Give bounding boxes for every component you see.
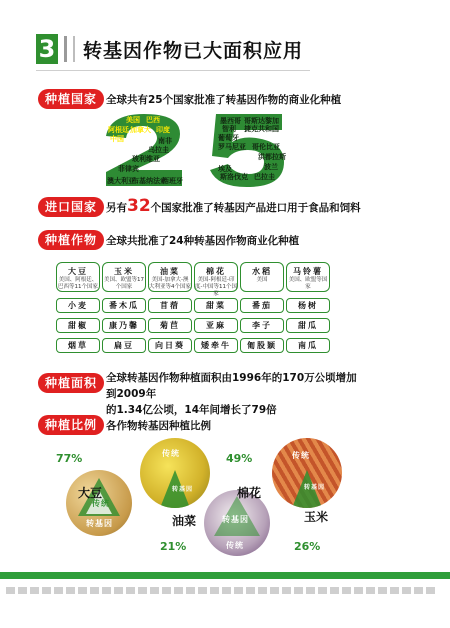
footer-dotted-bar [0,587,450,594]
crops-text: 全球共批准了24种转基因作物商业化种植 [106,235,300,247]
crop-desc: 美国、欧盟等国家 [288,277,328,290]
label-countries: 种植国家 [38,89,104,109]
footer-dot [354,587,363,594]
country-label: 埃及 [218,165,232,173]
crop-name: 油菜 [160,267,180,276]
rapeseed-label: 油菜 [172,514,197,528]
country-label: 西班牙 [162,177,183,185]
crop-name: 烟草 [68,341,88,350]
footer-dot [66,587,75,594]
footer-dot [282,587,291,594]
footer-dot [402,587,411,594]
country-label: 阿根廷 [108,126,129,134]
corn-trad-tag: 传统 [292,451,310,460]
crop-cell [194,318,238,333]
footer-green-bar [0,572,450,579]
country-label: 斯洛伐克 [220,173,248,181]
footer-dot [42,587,51,594]
ratio-text: 各作物转基因种植比例 [106,420,211,432]
footer-dot [6,587,15,594]
crop-cell [148,318,192,333]
corn-gm-tag: 转基因 [304,484,326,491]
rapeseed-pct: 21% [160,540,187,553]
country-label: 玻利维亚 [132,155,160,163]
corn-pct: 26% [294,540,321,553]
crop-cell [286,298,330,313]
country-label: 加拿大 [130,126,151,134]
crop-cell [286,338,330,353]
footer-dot [294,587,303,594]
footer-dot [102,587,111,594]
crop-name: 大豆 [68,267,88,276]
country-label: 布基纳法索 [132,177,167,185]
crop-name: 小麦 [68,301,88,310]
crop-desc: 美国-阿根廷-印度-中国等11个国家 [195,277,237,297]
footer-dot [78,587,87,594]
crop-cell [102,318,146,333]
import-text-before: 另有 [106,202,127,214]
country-label: 乌拉圭 [148,146,169,154]
country-label: 智利 [222,125,236,133]
footer-dot [162,587,171,594]
area-text [106,370,366,418]
soybean-trad-tag: 传统 [92,499,110,508]
footer-dot [138,587,147,594]
crop-cell [240,318,284,333]
header-divider [73,36,75,62]
footer-dot [318,587,327,594]
rapeseed-gm-tag: 转基因 [172,486,194,493]
footer-dot [126,587,135,594]
country-label: 中国 [110,135,124,143]
footer-dot [174,587,183,594]
footer-dot [246,587,255,594]
crop-name: 康乃馨 [109,321,139,330]
crop-desc: 美国、阿根廷、巴西等11个国家 [58,277,98,290]
header-divider [64,36,67,62]
crop-desc: 美国 [256,277,268,283]
corn-triangle [272,438,342,508]
page-header [36,34,303,64]
footer-dot [414,587,423,594]
footer-dot [186,587,195,594]
crop-cell [148,298,192,313]
footer-dot [90,587,99,594]
country-label: 巴西 [146,116,160,124]
footer-dot [342,587,351,594]
crop-name: 马铃薯 [293,267,323,276]
country-label: 南非 [158,137,172,145]
crop-name: 南瓜 [298,341,318,350]
crop-name: 扁豆 [114,341,134,350]
crop-name: 向日葵 [155,341,185,350]
big-25-graphic [104,112,336,188]
header-underline [36,70,310,71]
country-label: 墨西哥 [220,117,241,125]
crop-cell [240,338,284,353]
country-label: 巴拉圭 [254,173,275,181]
area-text-line: 的1.34亿公顷，14年间增长了79倍 [106,404,277,416]
footer-dot [306,587,315,594]
label-ratio: 种植比例 [38,415,104,435]
crop-cell [102,338,146,353]
soybean-gm-tag: 转基因 [86,519,113,528]
crop-name: 番木瓜 [109,301,139,310]
crop-cell [194,338,238,353]
footer-dot [30,587,39,594]
crop-name: 甜椒 [68,321,88,330]
footer-dot [366,587,375,594]
crop-card [194,262,238,297]
import-count: 32 [127,196,151,216]
crop-name: 菊苣 [160,321,180,330]
crop-name: 匍股颖 [247,341,277,350]
country-label: 美国 [126,116,140,124]
rapeseed-photo [140,438,210,508]
footer-dot [390,587,399,594]
cotton-pct: 49% [226,452,253,465]
crop-name: 亚麻 [206,321,226,330]
country-label: 洪都拉斯 [258,153,286,161]
crop-desc: 美国-加拿大-澳大利亚等4个国家 [149,277,191,290]
crop-name: 矮牵牛 [201,341,231,350]
crop-card [102,262,146,292]
label-area: 种植面积 [38,373,104,393]
country-label: 菲律宾 [118,165,139,173]
country-label: 印度 [156,126,170,134]
crop-name: 杨树 [298,301,318,310]
footer-dot [234,587,243,594]
footer-dot [378,587,387,594]
soybean-label: 大豆 [78,486,103,500]
footer-dot [330,587,339,594]
crop-cell [56,318,100,333]
crop-name: 玉米 [114,267,134,276]
import-text-after: 个国家批准了转基因产品进口用于食品和饲料 [150,202,361,214]
cotton-gm-tag: 转基因 [222,515,249,524]
corn-photo [272,438,342,508]
crop-name: 棉花 [206,267,226,276]
countries-text: 全球共有25个国家批准了转基因作物的商业化种植 [106,94,342,106]
footer-dot [150,587,159,594]
section-number: 3 [36,34,58,64]
country-label: 波兰 [264,163,278,171]
crop-card [56,262,100,292]
cotton-trad-tag: 传统 [226,541,244,550]
crop-name: 李子 [252,321,272,330]
country-label: 葡萄牙 [218,134,239,142]
crop-name: 番茄 [252,301,272,310]
footer-dot [210,587,219,594]
crop-name: 苜蓿 [160,301,180,310]
country-label: 哥斯达黎加 [244,117,279,125]
crop-cell [148,338,192,353]
label-import: 进口国家 [38,197,104,217]
footer-dot [198,587,207,594]
country-label: 澳大利亚 [107,177,135,185]
country-label: 捷克共和国 [244,125,279,133]
crop-cell [56,298,100,313]
crop-name: 甜瓜 [298,321,318,330]
crop-cell [102,298,146,313]
crop-desc: 美国、欧盟等17个国家 [104,277,144,290]
footer-dot [258,587,267,594]
footer-dot [222,587,231,594]
crop-cell [286,318,330,333]
soybean-pct: 77% [56,452,83,465]
corn-label: 玉米 [304,510,329,524]
rapeseed-trad-tag: 传统 [162,449,180,458]
cotton-label: 棉花 [237,486,262,500]
footer-dot [426,587,435,594]
crop-cell [56,338,100,353]
footer-dot [114,587,123,594]
crop-card [148,262,192,292]
crop-name: 甜菜 [206,301,226,310]
crop-name: 水稻 [252,267,272,276]
import-text [106,196,361,216]
crop-cell [240,298,284,313]
area-text-line: 全球转基因作物种植面积由1996年的170万公顷增加到2009年 [106,372,357,400]
crop-cell [194,298,238,313]
page-title: 转基因作物已大面积应用 [83,39,304,62]
soybean-photo [66,470,132,536]
footer-dot [18,587,27,594]
label-crops: 种植作物 [38,230,104,250]
country-label: 罗马尼亚 [218,143,246,151]
footer-dot [54,587,63,594]
footer-dot [270,587,279,594]
crop-card [240,262,284,292]
country-label: 哥伦比亚 [252,143,280,151]
crop-card [286,262,330,292]
